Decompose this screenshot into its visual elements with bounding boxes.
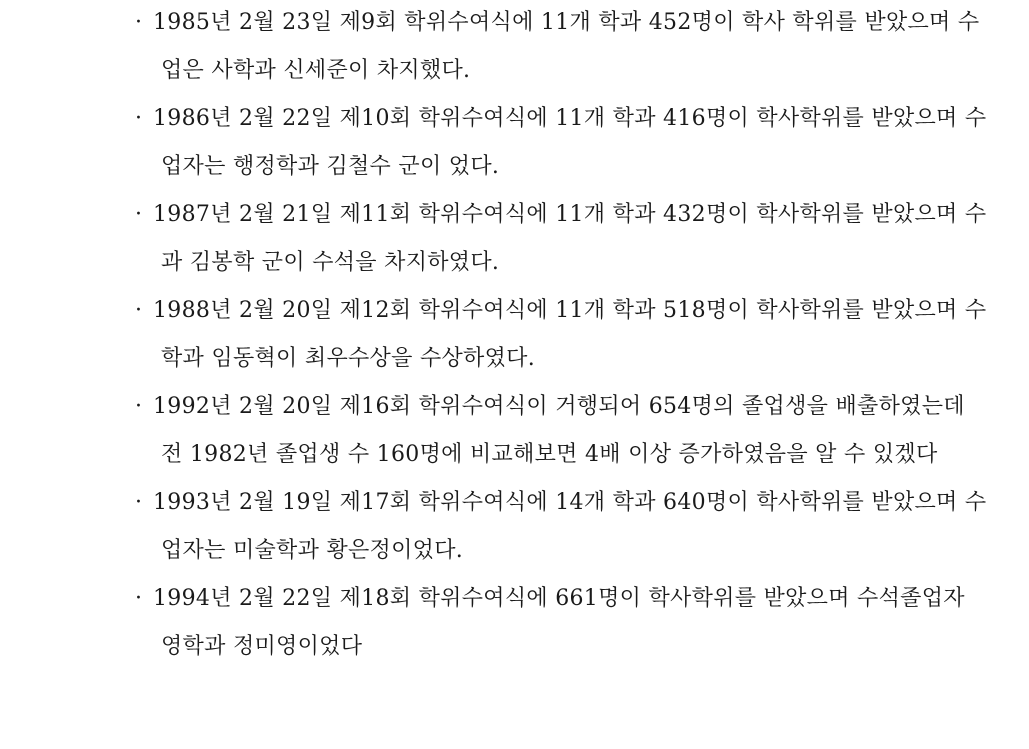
bullet-marker: · — [135, 490, 143, 515]
bullet-marker: · — [135, 298, 143, 323]
entry-text-line-1: 1992년 2월 20일 제16회 학위수여식이 거행되어 654명의 졸업생을 배출하였는데 — [153, 394, 965, 419]
list-item — [135, 488, 1029, 566]
entry-text-line-2: 영학과 정미영이었다 — [161, 634, 363, 659]
bullet-marker: · — [135, 10, 143, 35]
entry-text-line-1: 1987년 2월 21일 제11회 학위수여식에 11개 학과 432명이 학사학위를 받았으며 수 — [153, 202, 987, 227]
entry-text-line-1: 1994년 2월 22일 제18회 학위수여식에 661명이 학사학위를 받았으며 수석졸업자 — [153, 586, 965, 611]
list-item — [135, 8, 1029, 86]
list-item — [135, 104, 1029, 182]
entry-text-line-2: 과 김봉학 군이 수석을 차지하였다. — [161, 250, 500, 275]
entry-text-line-2: 학과 임동혁이 최우수상을 수상하였다. — [161, 346, 536, 371]
document-body — [135, 8, 1029, 680]
entry-text-line-1: 1986년 2월 22일 제10회 학위수여식에 11개 학과 416명이 학사학위를 받았으며 수 — [153, 106, 987, 131]
entry-text-line-1: 1993년 2월 19일 제17회 학위수여식에 14개 학과 640명이 학사학위를 받았으며 수 — [153, 490, 987, 515]
entry-text-line-2: 전 1982년 졸업생 수 160명에 비교해보면 4배 이상 증가하였음을 알 수 있겠다 — [161, 442, 938, 467]
bullet-marker: · — [135, 106, 143, 131]
bullet-marker: · — [135, 202, 143, 227]
entry-text-line-1: 1985년 2월 23일 제9회 학위수여식에 11개 학과 452명이 학사 학위를 받았으며 수 — [153, 10, 980, 35]
list-item — [135, 392, 1029, 470]
list-item — [135, 584, 1029, 662]
list-item — [135, 200, 1029, 278]
entry-text-line-2: 업자는 행정학과 김철수 군이 었다. — [161, 154, 500, 179]
bullet-marker: · — [135, 394, 143, 419]
bullet-marker: · — [135, 586, 143, 611]
list-item — [135, 296, 1029, 374]
entry-text-line-2: 업은 사학과 신세준이 차지했다. — [161, 58, 471, 83]
entry-text-line-1: 1988년 2월 20일 제12회 학위수여식에 11개 학과 518명이 학사학위를 받았으며 수 — [153, 298, 987, 323]
entry-text-line-2: 업자는 미술학과 황은정이었다. — [161, 538, 464, 563]
